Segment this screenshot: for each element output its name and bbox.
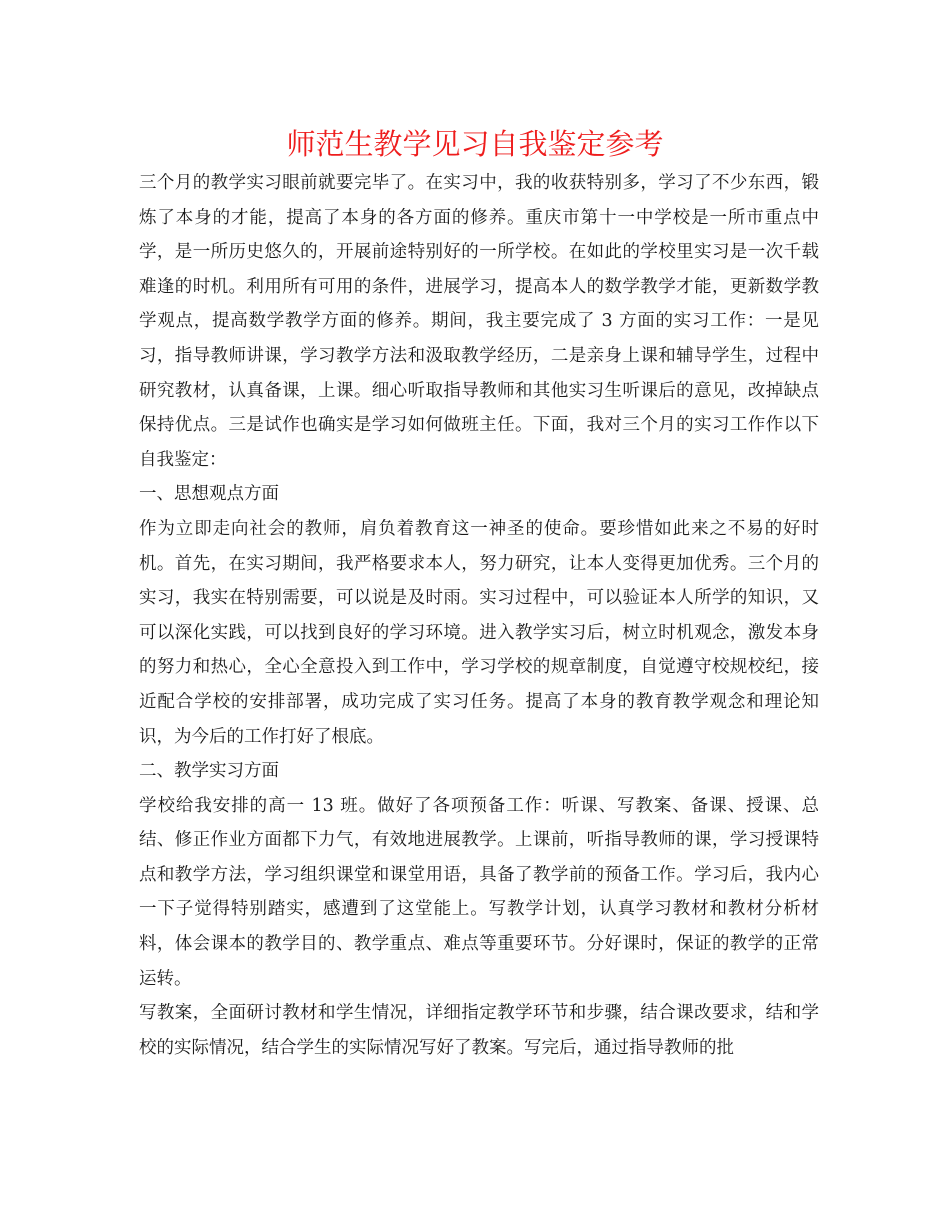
section-heading-teaching: 二、教学实习方面 (139, 761, 279, 782)
document-title: 师范生教学见习自我鉴定参考 (286, 127, 664, 161)
paragraph-teaching: 学校给我安排的高一 13 班。做好了各项预备工作：听课、写教案、备课、授课、总结、修正作业方面都下力气，有效地进展教学。上课前，听指导教师的课，学习授课特点和教学方法，学习组织课堂和课堂用语，具备了教学前的预备工作。学习后，我内心一下子觉得特别踏实，感遭到了这堂能上。写教学计划，认真学习教材和教材分析材料，体会课本的教学目的、教学重点、难点等重要环节。分好课时，保证的教学的正常运转。 (139, 795, 819, 989)
document-body (139, 166, 819, 1065)
paragraph-intro: 三个月的教学实习眼前就要完毕了。在实习中，我的收获特别多，学习了不少东西，锻炼了本身的才能，提高了本身的各方面的修养。重庆市第十一中学校是一所市重点中学，是一所历史悠久的，开展前途特别好的一所学校。在如此的学校里实习是一次千载难逢的时机。利用所有可用的条件，进展学习，提高本人的数学教学才能，更新数学教学观点，提高数学教学方面的修养。期间，我主要完成了 3 方面的实习工作：一是见习，指导教师讲课，学习教学方法和汲取教学经历，二是亲身上课和辅导学生，过程中研究教材，认真备课，上课。细心听取指导教师和其他实习生听课后的意见，改掉缺点保持优点。三是试作也确实是学习如何做班主任。下面，我对三个月的实习工作作以下自我鉴定： (139, 173, 819, 470)
section-heading-ideology: 一、思想观点方面 (139, 484, 279, 505)
paragraph-ideology: 作为立即走向社会的教师，肩负着教育这一神圣的使命。要珍惜如此来之不易的好时机。首先，在实习期间，我严格要求本人，努力研究，让本人变得更加优秀。三个月的实习，我实在特别需要，可以说是及时雨。实习过程中，可以验证本人所学的知识，又可以深化实践，可以找到良好的学习环境。进入教学实习后，树立时机观念，激发本身的努力和热心，全心全意投入到工作中，学习学校的规章制度，自觉遵守校规校纪，接近配合学校的安排部署，成功完成了实习任务。提高了本身的教育教学观念和理论知识，为今后的工作打好了根底。 (139, 518, 819, 747)
paragraph-lesson-plan: 写教案，全面研讨教材和学生情况，详细指定教学环节和步骤，结合课改要求，结和学校的实际情况，结合学生的实际情况写好了教案。写完后，通过指导教师的批 (139, 1003, 819, 1058)
